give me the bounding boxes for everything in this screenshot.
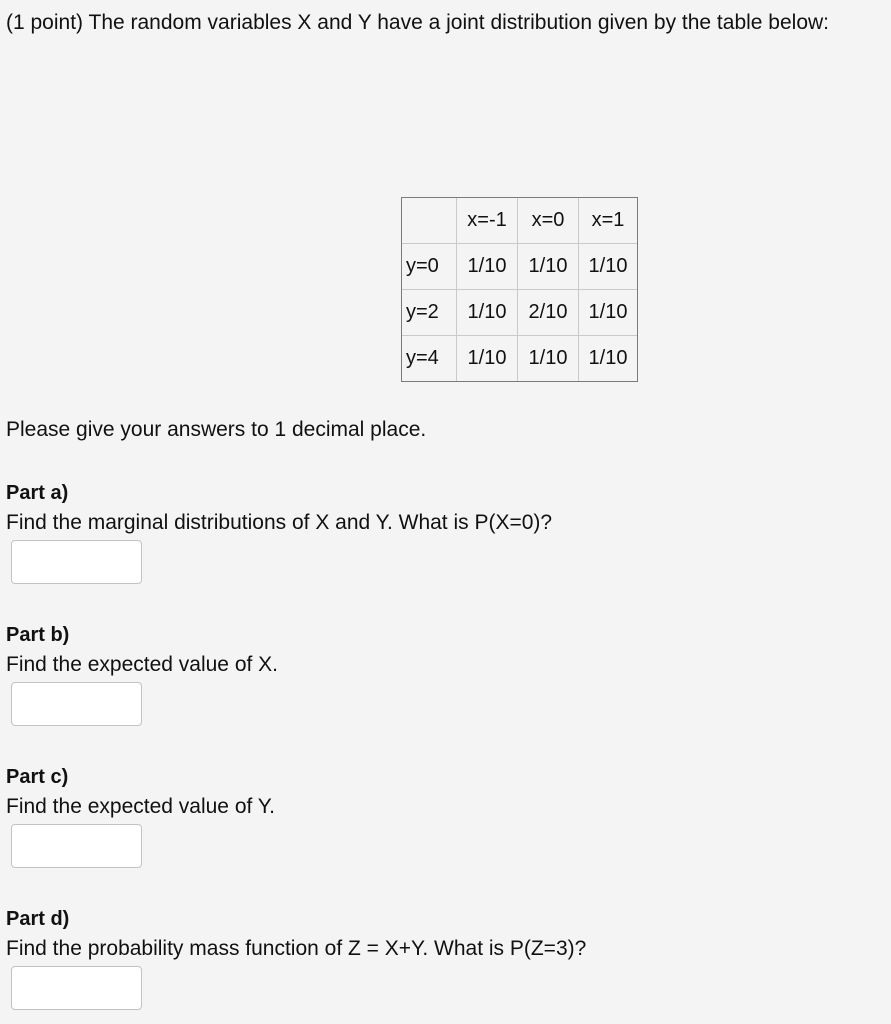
table-cell: 1/10	[457, 336, 518, 382]
table-cell: 2/10	[518, 290, 579, 336]
part-a	[6, 478, 552, 584]
row-label-y2: y=2	[402, 290, 457, 336]
table-cell: 1/10	[457, 290, 518, 336]
answer-instructions: Please give your answers to 1 decimal place.	[6, 418, 427, 441]
table-cell: 1/10	[579, 336, 638, 382]
table-header-row	[402, 198, 637, 244]
table-corner-cell	[402, 198, 457, 244]
part-a-answer-input[interactable]	[11, 540, 142, 584]
row-label-y4: y=4	[402, 336, 457, 382]
part-b-answer-input[interactable]	[11, 682, 142, 726]
table-cell: 1/10	[457, 244, 518, 290]
part-a-title: Part a)	[6, 482, 69, 504]
table-row	[402, 336, 637, 382]
part-c-title: Part c)	[6, 766, 69, 788]
part-c	[6, 762, 275, 868]
distribution-grid	[402, 198, 637, 381]
header-x-0: x=0	[518, 198, 579, 244]
part-b	[6, 620, 278, 726]
part-d-question: Find the probability mass function of Z = X+Y. What is P(Z=3)?	[6, 937, 587, 960]
header-x-neg1: x=-1	[457, 198, 518, 244]
part-b-title: Part b)	[6, 624, 70, 646]
part-a-question: Find the marginal distributions of X and Y. What is P(X=0)?	[6, 511, 553, 534]
part-d-title: Part d)	[6, 908, 70, 930]
row-label-y0: y=0	[402, 244, 457, 290]
part-d-answer-input[interactable]	[11, 966, 142, 1010]
table-cell: 1/10	[518, 336, 579, 382]
table-row	[402, 290, 637, 336]
part-c-question: Find the expected value of Y.	[6, 795, 275, 818]
part-c-answer-input[interactable]	[11, 824, 142, 868]
table-row	[402, 244, 637, 290]
table-cell: 1/10	[518, 244, 579, 290]
joint-distribution-table	[401, 197, 638, 382]
header-x-1: x=1	[579, 198, 638, 244]
table-cell: 1/10	[579, 244, 638, 290]
part-b-question: Find the expected value of X.	[6, 653, 279, 676]
table-cell: 1/10	[579, 290, 638, 336]
problem-statement: (1 point) The random variables X and Y have a joint distribution given by the table below:	[6, 11, 830, 34]
part-d	[6, 904, 586, 1010]
